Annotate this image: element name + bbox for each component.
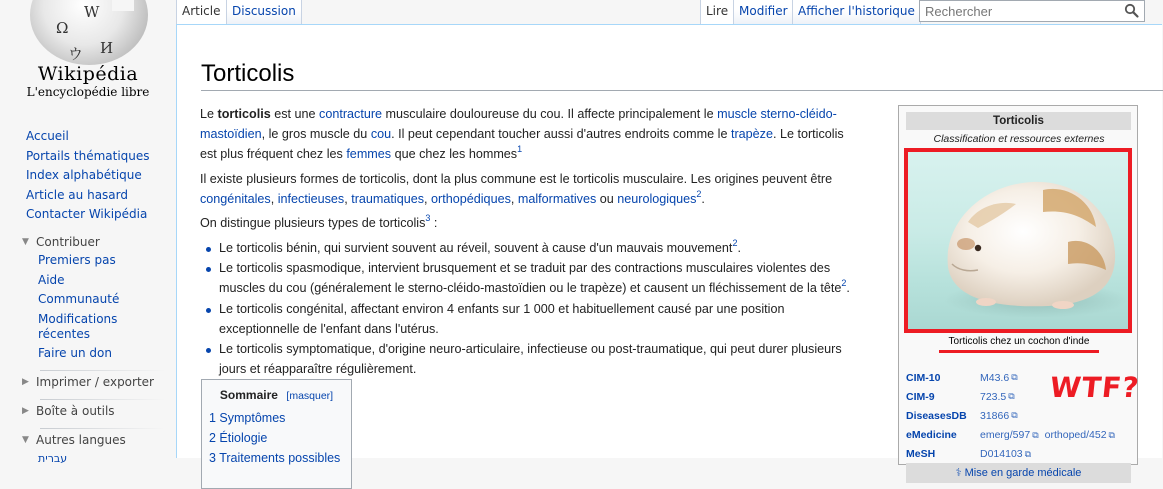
text: ou — [596, 191, 618, 206]
list-item-text: Le torticolis spasmodique, intervient brusquement et se traduit par des contractions musculaires violentes des muscles du cou (généralement le sterno-cléido-mastoïdien ou le trapèze) et causent un fléchissement de la tête — [219, 261, 842, 295]
code-row — [906, 426, 1121, 445]
external-link-icon: ⧉ — [1011, 410, 1018, 421]
link-muscle[interactable]: muscle sterno-cléido-mastoïdien — [200, 107, 837, 141]
text: . — [737, 240, 741, 255]
text: . — [701, 191, 705, 206]
annotation-text: WTF? — [1048, 371, 1142, 404]
medical-warning-link[interactable]: Mise en garde médicale — [964, 467, 1082, 479]
code-label-cim10[interactable]: CIM-10 — [906, 371, 941, 384]
code-value[interactable]: 723.5 — [980, 390, 1007, 403]
text: est une — [270, 107, 320, 121]
link-orthopediques[interactable]: orthopédiques — [431, 191, 511, 206]
sidebar — [0, 0, 176, 465]
toc-toggle-link[interactable]: [masquer] — [286, 390, 334, 402]
logo-wordmark[interactable]: Wikipédia — [37, 63, 139, 85]
nav-link-contact[interactable]: Contacter Wikipédia — [26, 207, 148, 222]
portal-divider — [40, 399, 165, 400]
article-subject: torticolis — [217, 107, 271, 121]
code-value[interactable]: 31866 — [980, 409, 1010, 422]
portal-divider — [40, 370, 165, 371]
nav-link-don[interactable]: Faire un don — [38, 346, 112, 361]
link-cou[interactable]: cou — [370, 127, 392, 141]
globe-glyph: И — [100, 39, 114, 57]
external-link-icon: ⧉ — [1024, 448, 1032, 459]
reference-link[interactable]: 1 — [517, 144, 523, 154]
code-value[interactable]: orthoped/452 — [1044, 429, 1107, 442]
nav-link-premiers-pas[interactable]: Premiers pas — [38, 253, 116, 267]
article-body — [200, 104, 862, 380]
nav-link-accueil[interactable]: Accueil — [26, 129, 69, 143]
logo-tagline: L'encyclopédie libre — [26, 85, 150, 99]
text: musculaire douloureuse du cou. Il affecte principalement le — [382, 107, 718, 121]
text: . Il peut cependant toucher aussi d'autres endroits comme le — [391, 127, 731, 141]
guinea-pig-photo[interactable] — [904, 148, 1132, 333]
code-value[interactable]: M43.6 — [980, 371, 1010, 384]
main-navigation — [26, 127, 150, 225]
toc-item[interactable]: 3 Traitements possibles — [209, 451, 341, 465]
portal-heading: Boîte à outils — [36, 404, 115, 418]
toc-item[interactable]: 1 Symptômes — [209, 411, 286, 425]
external-link-icon: ⧉ — [1011, 372, 1018, 383]
code-row — [906, 445, 1121, 464]
portal-heading: Imprimer / exporter — [36, 375, 154, 389]
nav-link-modifications[interactable]: Modifications récentes — [38, 311, 118, 341]
toc-title: Sommaire — [219, 388, 278, 402]
list-item-text: Le torticolis congénital, affectant environ 4 enfants sur 1 000 et habituellement causé par une position exceptionnelle de l'enfant dans l'utérus. — [219, 301, 785, 336]
separator: , — [424, 191, 432, 206]
caption-annotation-underline — [939, 350, 1099, 353]
content-area — [176, 24, 1162, 479]
text: . — [846, 281, 850, 295]
infobox-title: Torticolis — [906, 112, 1131, 130]
separator: , — [344, 191, 352, 206]
code-value[interactable]: D014103 — [980, 448, 1023, 461]
portal-imprimer[interactable] — [22, 375, 154, 389]
portal-langues[interactable] — [22, 433, 126, 447]
types-list — [206, 238, 862, 380]
reference-link[interactable]: 3 — [425, 213, 431, 223]
tab-read[interactable]: Lire — [700, 0, 734, 24]
link-infectieuses[interactable]: infectieuses — [277, 191, 345, 206]
tab-edit[interactable]: Modifier — [733, 0, 794, 24]
portal-contribuer[interactable] — [22, 235, 100, 249]
toc-header — [209, 388, 344, 402]
link-malformatives[interactable]: malformatives — [517, 191, 597, 206]
paragraph-intro — [200, 104, 862, 164]
separator: , — [270, 191, 278, 206]
code-value[interactable]: emerg/597 — [980, 429, 1031, 442]
contribute-navigation — [38, 253, 148, 366]
external-link-icon: ⧉ — [1108, 429, 1115, 440]
separator: , — [510, 191, 518, 206]
code-label-diseasesdb[interactable]: DiseasesDB — [906, 409, 967, 422]
link-trapeze[interactable]: trapèze — [730, 127, 773, 141]
portal-heading: Contribuer — [36, 235, 100, 249]
paragraph-forms — [200, 169, 862, 209]
tab-history[interactable]: Afficher l'historique — [792, 0, 921, 24]
nav-link-portails[interactable]: Portails thématiques — [26, 148, 150, 163]
guinea-pig-illustration — [908, 152, 1128, 329]
portal-divider — [40, 428, 165, 429]
page-title: Torticolis — [201, 60, 295, 87]
paragraph-types-intro — [200, 213, 862, 233]
nav-link-aide[interactable]: Aide — [38, 272, 65, 287]
nav-link-index[interactable]: Index alphabétique — [26, 168, 142, 183]
wikipedia-puzzle-globe-icon[interactable] — [30, 0, 148, 65]
text: . Le torticolis est plus fréquent chez les — [200, 127, 844, 161]
external-link-icon: ⧉ — [1008, 391, 1015, 402]
portal-outils[interactable] — [22, 404, 115, 418]
text: , le gros muscle du — [261, 127, 371, 141]
language-link[interactable]: עברית — [38, 452, 68, 465]
medical-symbol-icon: ⚕ — [955, 467, 965, 479]
link-neurologiques[interactable]: neurologiques — [617, 191, 697, 206]
title-divider — [201, 90, 1163, 91]
globe-glyph: ウ — [68, 45, 84, 63]
list-item — [206, 339, 862, 379]
infobox-subtitle: Classification et ressources externes — [933, 133, 1105, 145]
toc-item[interactable]: 2 Étiologie — [209, 431, 268, 445]
external-link-icon: ⧉ — [1032, 429, 1039, 440]
text: : — [430, 216, 438, 230]
collapsed-arrow-icon: ▶ — [22, 406, 29, 416]
text: On distingue plusieurs types de torticolis — [200, 216, 426, 230]
expanded-arrow-icon: ▼ — [22, 435, 29, 445]
link-congenitales[interactable]: congénitales — [200, 191, 271, 206]
text: que chez les hommes — [391, 147, 518, 161]
link-traumatiques[interactable]: traumatiques — [351, 191, 425, 206]
text: Il existe plusieurs formes de torticolis, dont la plus commune est le torticolis musculaire. Les origines peuvent être — [200, 171, 833, 186]
search-input[interactable] — [920, 2, 1115, 22]
reference-link[interactable]: 2 — [696, 188, 702, 199]
list-item — [206, 299, 862, 339]
code-label-mesh[interactable]: MeSH — [906, 448, 936, 461]
tab-article[interactable]: Article — [176, 0, 227, 24]
code-label-emedicine[interactable]: eMedicine — [906, 429, 957, 442]
globe-glyph: W — [84, 3, 100, 21]
code-row — [906, 406, 1121, 425]
toc-list — [209, 408, 344, 468]
code-label-cim9[interactable]: CIM-9 — [906, 390, 935, 403]
search-icon[interactable] — [1124, 3, 1139, 18]
globe-missing-piece — [112, 0, 134, 11]
tab-discussion[interactable]: Discussion — [226, 0, 302, 24]
search-box — [919, 0, 1145, 22]
expanded-arrow-icon: ▼ — [22, 237, 29, 247]
reference-link[interactable]: 2 — [841, 278, 847, 288]
portal-heading: Autres langues — [36, 433, 126, 447]
list-item — [206, 238, 862, 258]
list-item-text: Le torticolis bénin, qui survient souvent au réveil, souvent à cause d'un mauvais mouvement — [219, 240, 733, 255]
list-item-text: Le torticolis symptomatique, d'origine neuro-articulaire, infectieuse ou post-traumatique, qui peut durer plusieurs jours et réapparaître régulièrement. — [219, 342, 842, 376]
table-of-contents — [201, 379, 352, 489]
infobox — [898, 105, 1142, 479]
nav-link-communaute[interactable]: Communauté — [38, 292, 120, 307]
text: Le — [200, 107, 218, 121]
image-caption: Torticolis chez un cochon d'inde — [948, 336, 1090, 347]
link-femmes[interactable]: femmes — [346, 147, 392, 161]
list-item — [206, 258, 862, 298]
collapsed-arrow-icon: ▶ — [22, 377, 29, 387]
nav-link-hasard[interactable]: Article au hasard — [26, 187, 128, 202]
reference-link[interactable]: 2 — [732, 237, 738, 248]
medical-warning-bar — [906, 463, 1131, 483]
globe-glyph: Ω — [56, 19, 69, 37]
link-contracture[interactable]: contracture — [319, 107, 383, 121]
